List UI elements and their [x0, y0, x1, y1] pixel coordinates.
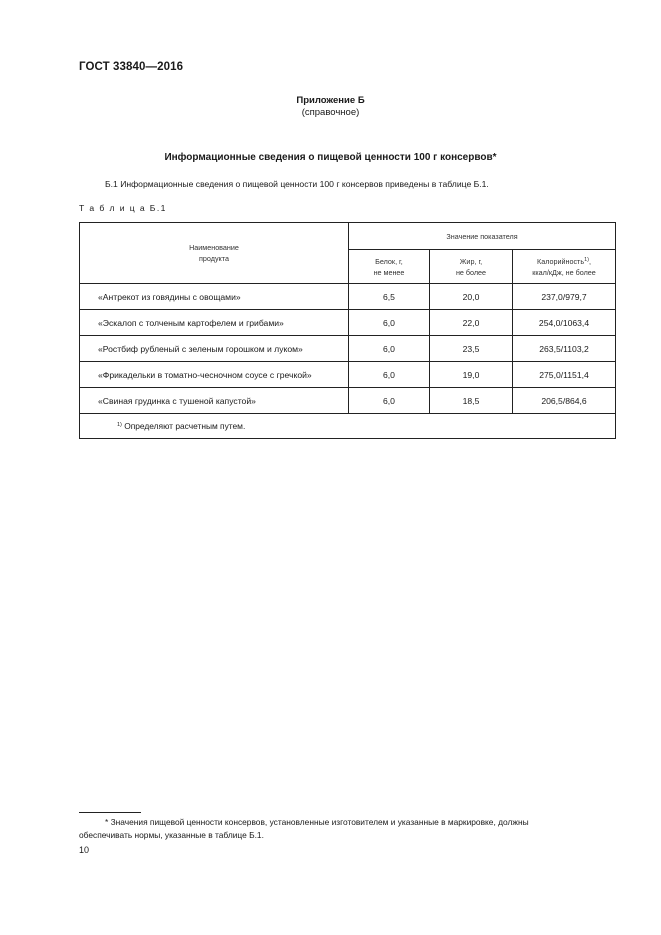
column-header-fat-line2: не более	[455, 267, 487, 277]
appendix-block	[0, 95, 661, 119]
energy-comma: ,	[589, 257, 591, 266]
protein-value: 6,0	[349, 362, 430, 388]
product-name: «Антрекот из говядины с овощами»	[80, 284, 349, 310]
energy-value: 275,0/1151,4	[513, 362, 616, 388]
table-note-text: Определяют расчетным путем.	[121, 421, 246, 431]
table-row	[80, 388, 616, 414]
footnote	[79, 816, 615, 842]
column-header-fat	[430, 250, 513, 284]
protein-value: 6,5	[349, 284, 430, 310]
energy-value: 263,5/1103,2	[513, 336, 616, 362]
fat-value: 20,0	[430, 284, 513, 310]
table-row	[80, 284, 616, 310]
section-heading: Информационные сведения о пищевой ценности 100 г консервов*	[164, 152, 497, 163]
energy-value: 237,0/979,7	[513, 284, 616, 310]
column-header-product	[80, 223, 349, 284]
protein-value: 6,0	[349, 388, 430, 414]
column-header-energy-line1	[513, 255, 615, 267]
column-header-product-line1: Наименование	[189, 243, 239, 252]
table-row	[80, 362, 616, 388]
energy-value: 206,5/864,6	[513, 388, 616, 414]
energy-value: 254,0/1063,4	[513, 310, 616, 336]
table-note	[80, 414, 616, 439]
footnote-divider	[79, 812, 141, 813]
intro-paragraph: Б.1 Информационные сведения о пищевой ценности 100 г консервов приведены в таблице Б.1.	[105, 179, 489, 189]
nutrition-table	[79, 222, 616, 439]
column-header-protein-line1: Белок, г,	[375, 256, 403, 266]
protein-value: 6,0	[349, 310, 430, 336]
page-number: 10	[79, 845, 90, 855]
footnote-line-1: * Значения пищевой ценности консервов, установленные изготовителем и указанные в маркировке, должны	[105, 817, 529, 827]
appendix-subtitle: (справочное)	[301, 107, 360, 118]
column-group-header: Значение показателя	[349, 223, 616, 250]
document-code: ГОСТ 33840—2016	[79, 61, 184, 73]
table-note-row	[80, 414, 616, 439]
table-row	[80, 310, 616, 336]
footnote-line-2: обеспечивать нормы, указанные в таблице Б.1.	[79, 830, 264, 840]
table-note-mark: 1)	[117, 422, 122, 428]
fat-value: 18,5	[430, 388, 513, 414]
table-label: Т а б л и ц а Б.1	[79, 203, 167, 213]
fat-value: 22,0	[430, 310, 513, 336]
product-name: «Эскалоп с толченым картофелем и грибами»	[80, 310, 349, 336]
fat-value: 23,5	[430, 336, 513, 362]
appendix-title: Приложение Б	[296, 95, 365, 106]
column-header-product-line2: продукта	[199, 254, 229, 263]
column-header-fat-line1: Жир, г,	[459, 256, 483, 266]
column-header-energy	[513, 250, 616, 284]
fat-value: 19,0	[430, 362, 513, 388]
column-header-energy-line2: ккал/кДж, не более	[532, 268, 596, 277]
column-header-protein	[349, 250, 430, 284]
energy-label: Калорийность	[537, 257, 585, 266]
product-name: «Свиная грудинка с тушеной капустой»	[80, 388, 349, 414]
product-name: «Фрикадельки в томатно-чесночном соусе с гречкой»	[80, 362, 349, 388]
energy-footnote-mark: 1)	[584, 257, 589, 263]
table-row	[80, 336, 616, 362]
product-name: «Ростбиф рубленый с зеленым горошком и луком»	[80, 336, 349, 362]
column-header-protein-line2: не менее	[373, 267, 405, 277]
protein-value: 6,0	[349, 336, 430, 362]
